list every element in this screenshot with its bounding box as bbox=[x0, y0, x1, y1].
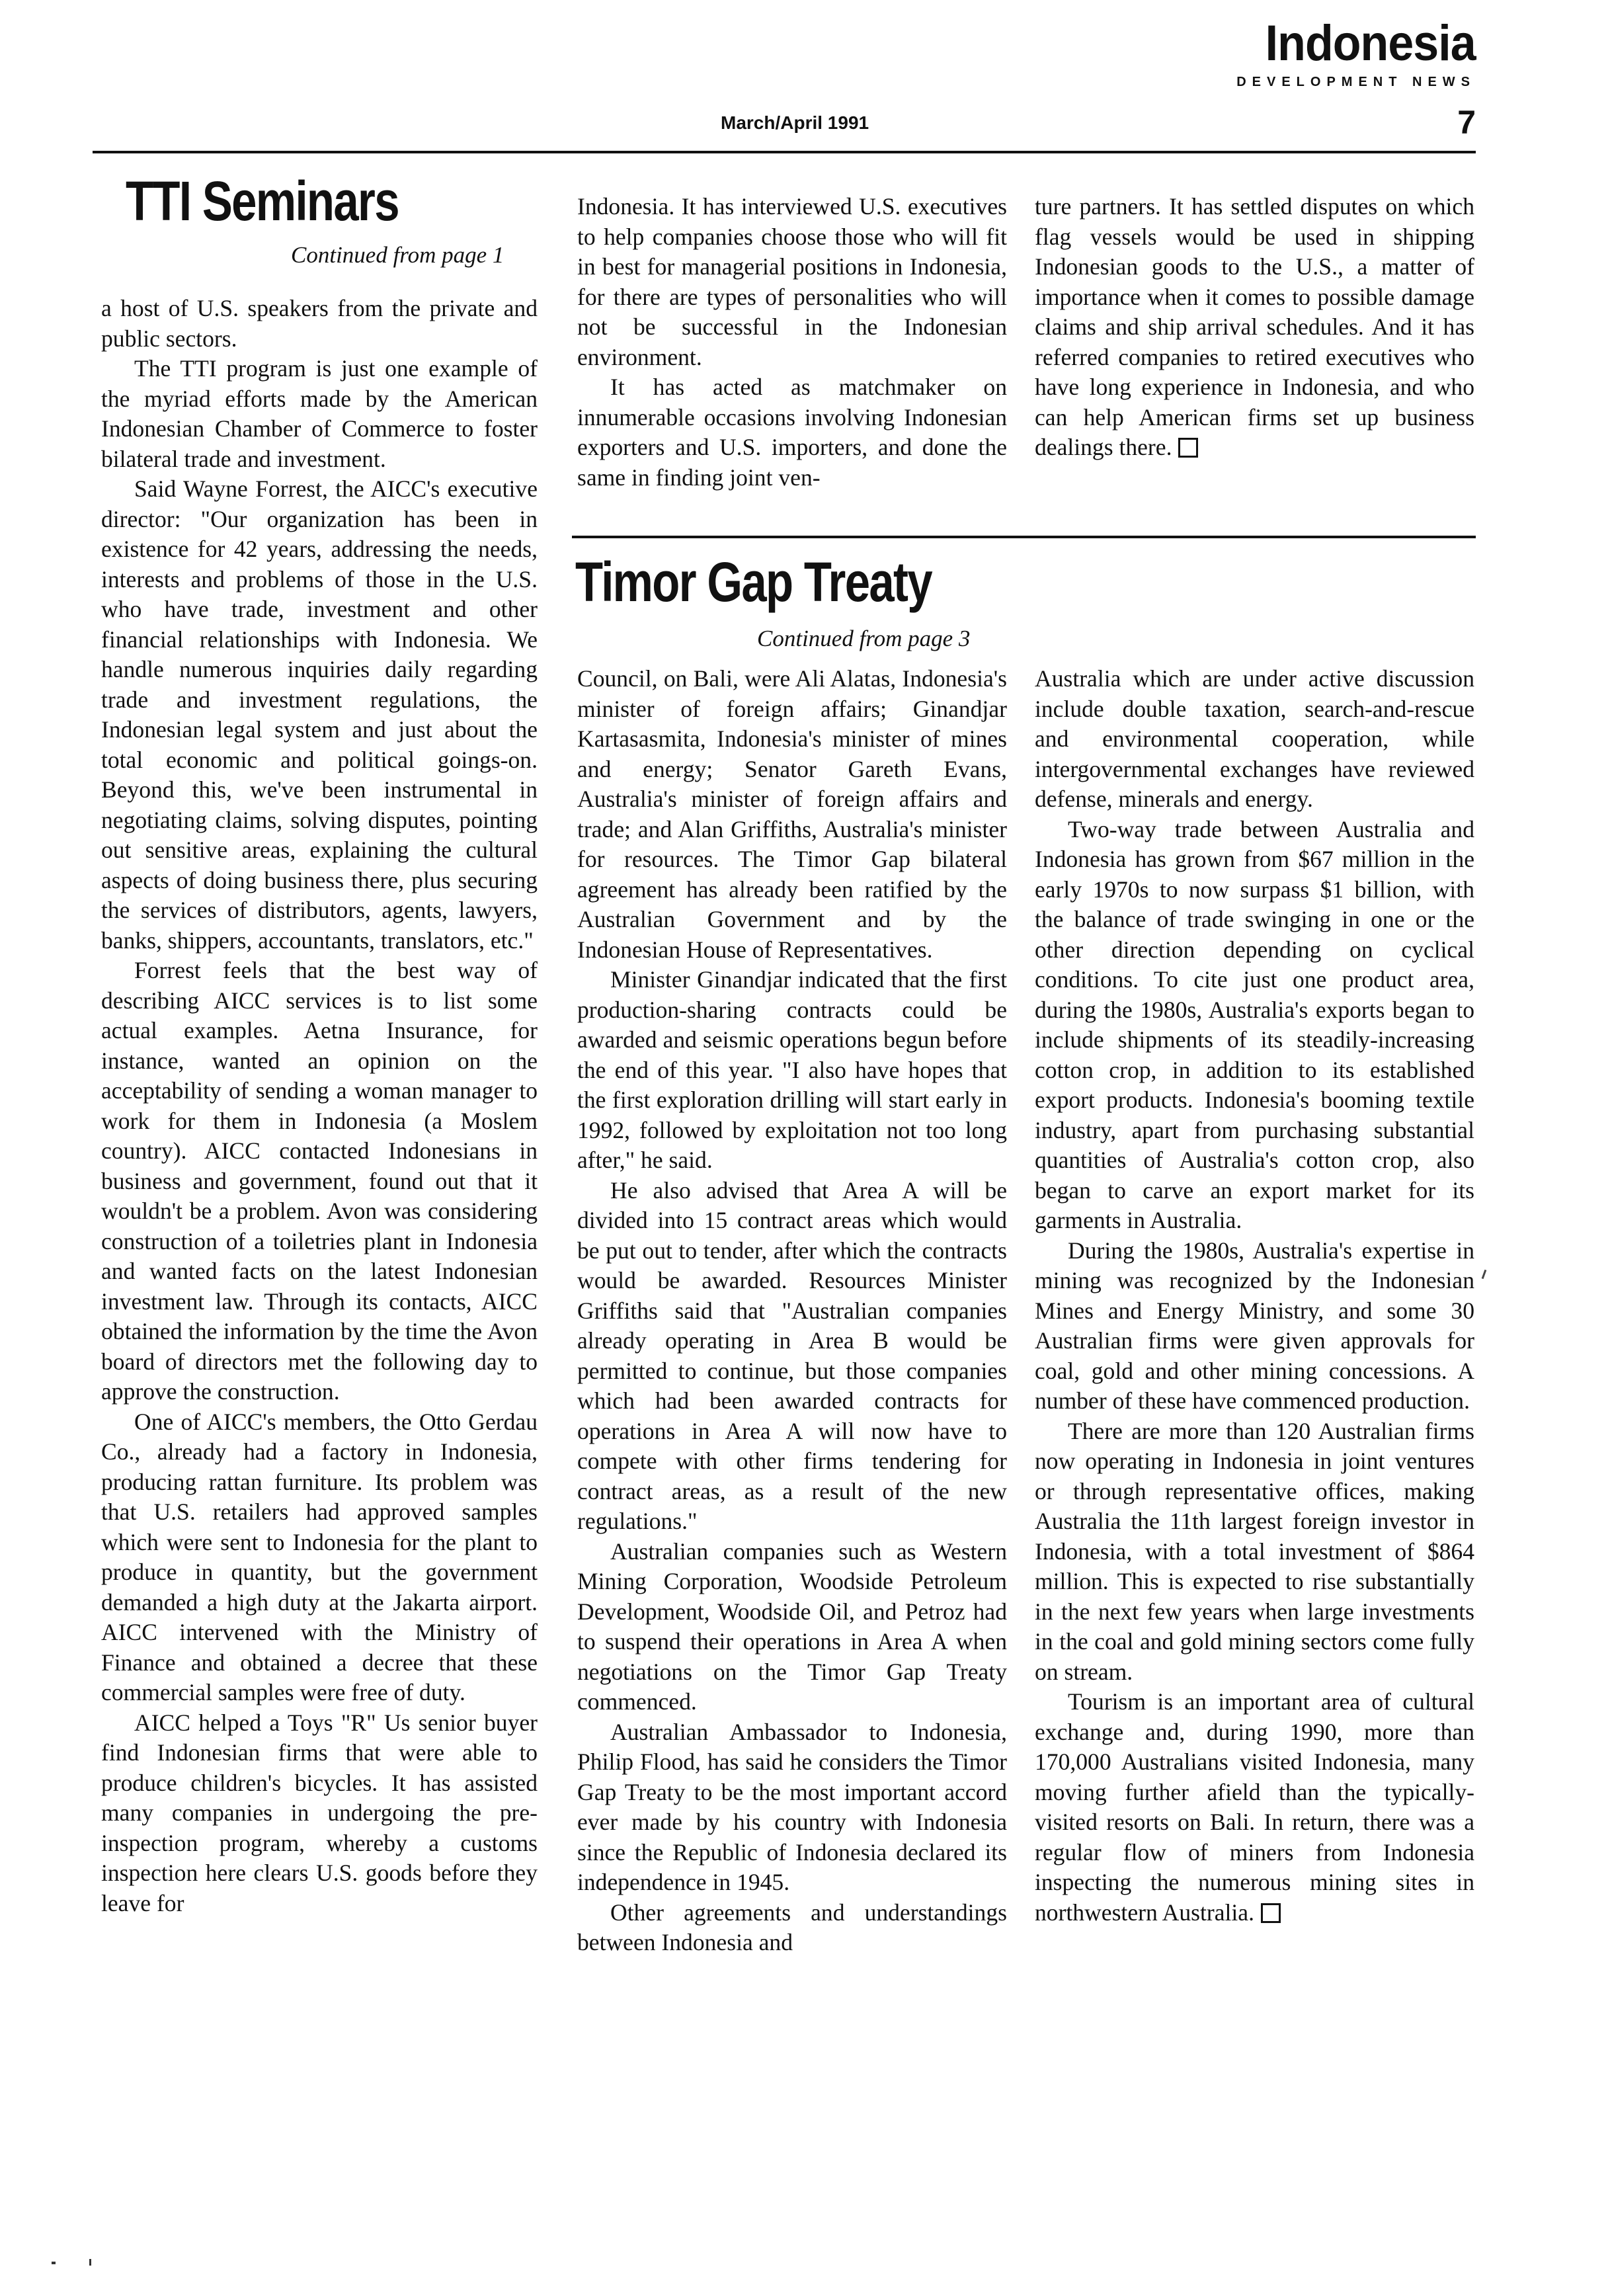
masthead-title: Indonesia bbox=[1265, 15, 1476, 71]
paragraph: One of AICC's members, the Otto Gerdau Co., already had a factory in Indonesia, producing rattan furniture. Its problem was that U.S. retailers had approved samples which were sent to Indonesia for the plant to produce in quantity, but the government demanded a high duty at the Jakarta airport. AICC intervened with the Ministry of Finance and obtained a decree that these commercial samples were free of duty. bbox=[101, 1408, 538, 1705]
paragraph: Indonesia. It has interviewed U.S. executives to help companies choose those who will fit in best for managerial positions in Indonesia, for there are types of personalities who will not be successful in the Indonesian environment. bbox=[577, 193, 1007, 370]
paragraph: During the 1980s, Australia's expertise in mining was recognized by the Indonesian Mines and Energy Ministry, and some 30 Australian firms were given approvals for coal, gold and other mining concessions. A number of these have commenced production. bbox=[1035, 1237, 1474, 1414]
scan-speck bbox=[89, 2259, 91, 2266]
paragraph: Australia which are under active discussion include double taxation, search-and-rescue and environmental cooperation, while intergovernmental exchanges have reviewed defense, minerals and energy. bbox=[1035, 665, 1474, 812]
paragraph: Forrest feels that the best way of describing AICC services is to list some actual examples. Aetna Insurance, for instance, wanted an opinion on the acceptability of sending a woman manager to work for them in Indonesia (a Moslem country). AICC contacted Indonesians in business and government, found out that it wouldn't be a problem. Avon was considering construction of a toiletries plant in Indonesia and wanted facts on the latest Indonesian investment law. Through its contacts, AICC obtained the information by the time the Avon board of directors met the following day to approve the construction. bbox=[101, 957, 538, 1405]
end-of-article-mark bbox=[1178, 438, 1198, 458]
timor-continued-note: Continued from page 3 bbox=[757, 626, 971, 651]
paragraph-with-end-mark bbox=[1035, 1687, 1474, 1928]
scan-speck bbox=[52, 2262, 56, 2264]
end-of-article-mark bbox=[1261, 1903, 1281, 1923]
top-rule bbox=[93, 151, 1476, 153]
paragraph-text: ture partners. It has settled disputes on which flag vessels would be used in shipping Indonesian goods to the U.S., a matter of importance when it comes to possible damage claims and ship arrival schedules. And it has referred companies to retired executives who have long experience in Indonesia, and who can help American firms set up business dealings there. bbox=[1035, 193, 1474, 460]
paragraph: AICC helped a Toys "R" Us senior buyer find Indonesian firms that were able to produce children's bicycles. It has assisted many companies in undergoing the pre-inspection program, whereby a customs inspection here clears U.S. goods before they leave for bbox=[101, 1709, 538, 1916]
tti-column-1 bbox=[101, 294, 538, 1918]
paragraph-with-end-mark bbox=[1035, 192, 1474, 463]
paragraph: Said Wayne Forrest, the AICC's executive director: "Our organization has been in existence for 42 years, addressing the needs, interests and problems of those in the U.S. who have trade, investment and other financial relationships with Indonesia. We handle numerous inquiries daily regarding trade and investment regulations, the Indonesian legal system and just about the total economic and political goings-on. Beyond this, we've been instrumental in negotiating claims, solving disputes, pointing out sensitive areas, explaining the cultural aspects of doing business there, plus securing the services of distributors, agents, lawyers, banks, shippers, accountants, translators, etc." bbox=[101, 475, 538, 954]
page-number: 7 bbox=[1457, 104, 1476, 141]
paragraph: Other agreements and understandings between Indonesia and bbox=[577, 1899, 1007, 1955]
paragraph: He also advised that Area A will be divided into 15 contract areas which would be put out to tender, after which the contracts would be awarded. Resources Minister Griffiths said that "Australian companies already operating in Area B would be permitted to continue, but those companies which had been awarded contracts for operations in Area A will now have to compete with other firms tendering for contract areas, as a result of the new regulations." bbox=[577, 1176, 1007, 1534]
paragraph: Minister Ginandjar indicated that the first production-sharing contracts could be awarded and seismic operations begun before the end of this year. "I also have hopes that the first exploration drilling will start early in 1992, followed by exploitation not too long after," he said. bbox=[577, 966, 1007, 1173]
paragraph: Council, on Bali, were Ali Alatas, Indonesia's minister of foreign affairs; Ginandjar Kartasasmita, Indonesia's minister of mines and energy; Senator Gareth Evans, Australia's minister of foreign affairs and trade; and Alan Griffiths, Australia's minister for resources. The Timor Gap bilateral agreement has already been ratified by the Australian Government and by the Indonesian House of Representatives. bbox=[577, 665, 1007, 963]
section-rule bbox=[572, 536, 1476, 538]
timor-column-left bbox=[577, 664, 1007, 1958]
paragraph: Two-way trade between Australia and Indonesia has grown from $67 million in the early 1970s to now surpass $1 billion, with the balance of trade swinging in one or the other direction depending on cyclical conditions. To cite just one product area, during the 1980s, Australia's exports began to include shipments of its steadily-increasing cotton crop, in addition to its established export products. Indonesia's booming textile industry, apart from purchasing substantial quantities of Australia's cotton crop, also began to carve an export market for its garments in Australia. bbox=[1035, 815, 1474, 1233]
paragraph-text: Tourism is an important area of cultural exchange and, during 1990, more than 170,000 Australians visited Indonesia, many moving further afield than the typically-visited resorts on Bali. In return, there was a regular flow of miners from Indonesia inspecting the numerous mining sites in northwestern Australia. bbox=[1035, 1688, 1474, 1926]
paragraph: Australian Ambassador to Indonesia, Philip Flood, has said he considers the Timor Gap Treaty to be the most important accord ever made by his country with Indonesia since the Republic of Indonesia declared its independence in 1945. bbox=[577, 1718, 1007, 1895]
timor-column-right bbox=[1035, 664, 1474, 1928]
tti-column-2 bbox=[577, 192, 1007, 493]
paragraph: There are more than 120 Australian firms now operating in Indonesia in joint ventures or through representative offices, making Australia the 11th largest foreign investor in Indonesia, with a total investment of $864 million. This is expected to rise substantially in the next few years when large investments in the coal and gold mining sectors come fully on stream. bbox=[1035, 1417, 1474, 1685]
paragraph: a host of U.S. speakers from the private and public sectors. bbox=[101, 295, 538, 352]
issue-date: March/April 1991 bbox=[721, 112, 869, 133]
tti-headline: TTI Seminars bbox=[126, 170, 399, 232]
scan-speck bbox=[1482, 1270, 1487, 1279]
paragraph: The TTI program is just one example of the myriad efforts made by the American Indonesian Chamber of Commerce to foster bilateral trade and investment. bbox=[101, 355, 538, 472]
tti-column-3 bbox=[1035, 192, 1474, 463]
masthead-subtitle: DEVELOPMENT NEWS bbox=[1236, 75, 1476, 89]
paragraph: Australian companies such as Western Mining Corporation, Woodside Petroleum Development, Woodside Oil, and Petroz had to suspend their operations in Area A when negotiations on the Timor Gap Treaty commenced. bbox=[577, 1538, 1007, 1715]
tti-continued-note: Continued from page 1 bbox=[291, 242, 504, 268]
paragraph: It has acted as matchmaker on innumerable occasions involving Indonesian exporters and U.S. importers, and done the same in finding joint ven- bbox=[577, 374, 1007, 491]
timor-headline: Timor Gap Treaty bbox=[575, 551, 932, 613]
